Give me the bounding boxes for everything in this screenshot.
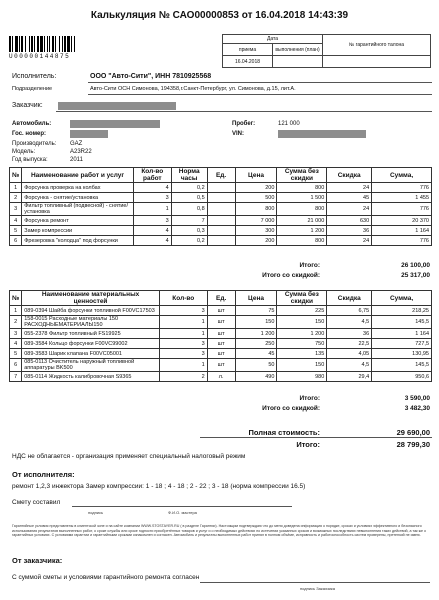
model-label: Модель:: [12, 149, 36, 155]
works-cell: 200: [235, 183, 277, 193]
materials-cell: 130,95: [372, 349, 432, 359]
works-header-cell: Сумма без скидки: [277, 168, 327, 183]
works-cell: 4: [133, 226, 171, 236]
executor-sign-label: подпись: [88, 510, 104, 515]
works-cell: 200: [235, 236, 277, 246]
materials-cell: 150: [235, 316, 277, 329]
full-cost-label: Полная стоимость:: [248, 428, 320, 437]
works-cell: 1 164: [372, 226, 432, 236]
works-cell: 24: [327, 236, 372, 246]
works-cell: 500: [235, 193, 277, 203]
works-header-cell: Кол-во работ: [133, 168, 171, 183]
works-cell: 5: [10, 226, 22, 236]
materials-header-cell: Кол-во: [159, 291, 207, 306]
works-cell: 776: [372, 236, 432, 246]
maker-value: GAZ: [70, 141, 83, 147]
works-cell: Форсунка проверка на колбах: [22, 183, 134, 193]
division-label: Подразделение: [12, 86, 53, 92]
barcode-number: U00000144875: [9, 53, 71, 60]
materials-cell: 36: [327, 329, 372, 339]
works-cell: 21 000: [277, 216, 327, 226]
customer-agreement: С суммой сметы и условиями гарантийного ремонта согласен: [12, 574, 200, 581]
completion-label: выполнения (план): [273, 44, 323, 56]
barcode-bar: [75, 36, 77, 52]
materials-cell: 3: [159, 339, 207, 349]
works-cell: 0,2: [171, 236, 207, 246]
materials-cell: 4,05: [327, 349, 372, 359]
estimate-label: Смету составил: [12, 499, 61, 506]
materials-cell: 22,5: [327, 339, 372, 349]
materials-cell: 750: [277, 339, 327, 349]
works-cell: 24: [327, 183, 372, 193]
materials-cell: шт: [207, 339, 235, 349]
works-cell: 1: [10, 183, 22, 193]
model-value: A23R22: [70, 149, 92, 155]
works-cell: Форсунка - снятие/установка: [22, 193, 134, 203]
works-cell: 800: [277, 203, 327, 216]
materials-cell: 4,5: [327, 359, 372, 372]
works-cell: Фильтр топливный (подвесной) - снятие/установка: [22, 203, 134, 216]
maker-label: Производитель:: [12, 141, 57, 147]
materials-header-cell: Сумма,: [372, 291, 432, 306]
works-header-cell: Норма часы: [171, 168, 207, 183]
mileage-value: 121 000: [278, 121, 300, 127]
materials-row: [10, 306, 432, 316]
works-total-label: Итого:: [299, 262, 320, 269]
materials-cell: 1 200: [277, 329, 327, 339]
vat-note: НДС не облагается - организация применяет специальный налоговый режим: [12, 453, 246, 460]
materials-cell: л.: [207, 372, 235, 382]
materials-cell: 2: [10, 316, 22, 329]
works-cell: 0,3: [171, 226, 207, 236]
materials-cell: 150: [277, 316, 327, 329]
works-cell: 3: [10, 203, 22, 216]
works-header-cell: Скидка: [327, 168, 372, 183]
works-cell: 776: [372, 203, 432, 216]
materials-cell: 089-3584 Кольцо форсунки F00VC99002: [22, 339, 160, 349]
plate-redacted: [70, 130, 108, 138]
works-cell: 776: [372, 183, 432, 193]
summary-total-label: Итого:: [296, 440, 320, 449]
works-discount-total-value: 25 317,00: [401, 272, 430, 279]
works-cell: 800: [235, 203, 277, 216]
works-row: [10, 203, 432, 216]
works-row: [10, 183, 432, 193]
materials-cell: 089-0394 Шайба форсунки топливной F00VC17503: [22, 306, 160, 316]
materials-cell: 980: [277, 372, 327, 382]
works-cell: 0,5: [171, 193, 207, 203]
materials-cell: 1 164: [372, 329, 432, 339]
works-cell: 4: [10, 216, 22, 226]
materials-cell: 2: [159, 372, 207, 382]
works-cell: 1 500: [277, 193, 327, 203]
customer-label: Заказчик:: [12, 102, 43, 109]
materials-cell: шт: [207, 329, 235, 339]
materials-cell: 1: [159, 329, 207, 339]
materials-header-cell: Цена: [235, 291, 277, 306]
materials-header-cell: Скидка: [327, 291, 372, 306]
materials-cell: 6,75: [327, 306, 372, 316]
full-cost-value: 29 690,00: [396, 428, 430, 437]
works-header-cell: Сумма,: [372, 168, 432, 183]
works-cell: 300: [235, 226, 277, 236]
works-cell: Замер компрессии: [22, 226, 134, 236]
works-cell: [207, 183, 235, 193]
vin-redacted: [278, 130, 366, 138]
works-cell: 630: [327, 216, 372, 226]
mileage-label: Пробег:: [232, 121, 256, 127]
works-cell: Фрезеровка "колодца" под форсунки: [22, 236, 134, 246]
works-cell: [207, 236, 235, 246]
executor-note: ремонт 1,2,3 инжектора Замер компрессии: 1 - 18 ; 4 - 18 ; 2 - 22 ; 3 - 18 (норма компрессии 16.5): [12, 483, 306, 490]
materials-header-cell: Наименование материальных ценностей: [22, 291, 160, 306]
works-header-cell: Наименование работ и услуг: [22, 168, 134, 183]
works-cell: 0,2: [171, 183, 207, 193]
executor-label: Исполнитель:: [12, 73, 57, 80]
works-header-cell: №: [10, 168, 22, 183]
works-cell: [207, 203, 235, 216]
barcode: [9, 36, 104, 60]
materials-cell: 150: [277, 359, 327, 372]
works-cell: 800: [277, 236, 327, 246]
materials-cell: 3: [159, 306, 207, 316]
materials-row: [10, 359, 432, 372]
works-cell: [207, 216, 235, 226]
materials-cell: 50: [235, 359, 277, 372]
works-cell: 7: [171, 216, 207, 226]
materials-cell: шт: [207, 306, 235, 316]
reception-date: 16.04.2018: [223, 56, 273, 68]
materials-cell: 490: [235, 372, 277, 382]
works-cell: 6: [10, 236, 22, 246]
works-cell: 1: [133, 203, 171, 216]
year-value: 2011: [70, 157, 83, 163]
executor-section-label: От исполнителя:: [12, 470, 75, 479]
materials-cell: 218,25: [372, 306, 432, 316]
materials-cell: 089-3583 Шарик клапана F00VC05001: [22, 349, 160, 359]
works-table: [9, 167, 432, 246]
works-header-cell: Ед.: [207, 168, 235, 183]
materials-row: [10, 339, 432, 349]
works-cell: 3: [133, 216, 171, 226]
materials-cell: 4: [10, 339, 22, 349]
materials-cell: 1: [159, 316, 207, 329]
executor-value: ООО "Авто-Сити", ИНН 7810925568: [90, 73, 212, 80]
materials-cell: 45: [235, 349, 277, 359]
works-cell: 3: [133, 193, 171, 203]
vin-label: VIN:: [232, 131, 244, 137]
works-row: [10, 216, 432, 226]
materials-cell: 3: [10, 329, 22, 339]
materials-cell: 29,4: [327, 372, 372, 382]
materials-cell: 145,5: [372, 359, 432, 372]
reception-label: приема: [223, 44, 273, 56]
works-total-value: 26 100,00: [401, 262, 430, 269]
year-label: Год выпуска:: [12, 157, 48, 163]
works-cell: 2: [10, 193, 22, 203]
materials-cell: 085-0114 Жидкость калибровочная S9365: [22, 372, 160, 382]
works-row: [10, 236, 432, 246]
works-cell: [207, 193, 235, 203]
materials-cell: шт: [207, 316, 235, 329]
materials-table: [9, 290, 432, 382]
master-name-label: Ф.И.О. мастера: [168, 510, 197, 515]
works-cell: 36: [327, 226, 372, 236]
barcode-bars: [9, 36, 104, 52]
works-cell: [207, 226, 235, 236]
customer-section-label: От заказчика:: [12, 556, 63, 565]
materials-cell: 75: [235, 306, 277, 316]
materials-cell: 7: [10, 372, 22, 382]
works-row: [10, 193, 432, 203]
materials-row: [10, 316, 432, 329]
works-discount-total-label: Итого со скидкой:: [262, 272, 320, 279]
materials-cell: 158-0015 Расходные материалы 150 РАСХОДНЫЕМАТЕРИАЛЫ150: [22, 316, 160, 329]
warranty-fine-print: Гарантийные условия представлены в клиентской зоне и на сайте компании WWW.STOSTAYER.RU ( в разделе Гарантии). Настоящим подтверждаю что до меня доведена информация о порядке, сроках и условиях эффективного и безопасного использования результатов выполненных работ, о сроке службы или сроке годности приобретённых товаров и услуг и о необходимых действиях по истечении указанных сроков и возможных последствиях невыполнения таких действий, а так же о гарантийных условиях. С условиями гарантии и гарантийными сроками ознакомлен и согласен. Автомобиль и результаты выполненных работ принял в полном объёме, исправность и работоспособность систем проверены, претензий не имею.: [12, 524, 427, 538]
materials-discount-total-label: Итого со скидкой:: [262, 405, 320, 412]
materials-cell: 6: [10, 359, 22, 372]
customer-redacted: [58, 102, 176, 110]
materials-cell: 055-2378 Фильтр топливный FS19925: [22, 329, 160, 339]
materials-total-label: Итого:: [299, 395, 320, 402]
materials-cell: 1 200: [235, 329, 277, 339]
materials-cell: 225: [277, 306, 327, 316]
works-cell: 4: [133, 236, 171, 246]
completion-date: [273, 56, 323, 68]
materials-cell: 950,6: [372, 372, 432, 382]
warranty-label: № гарантийного талона: [323, 35, 431, 56]
materials-row: [10, 349, 432, 359]
materials-cell: 5: [10, 349, 22, 359]
date-label: Дата: [223, 35, 323, 44]
materials-cell: 1: [10, 306, 22, 316]
materials-row: [10, 329, 432, 339]
customer-sign-label: подпись Заказчика: [300, 586, 335, 591]
works-cell: 0,8: [171, 203, 207, 216]
works-cell: 7 000: [235, 216, 277, 226]
materials-header-row: [10, 291, 432, 306]
materials-cell: 4,5: [327, 316, 372, 329]
materials-cell: шт: [207, 349, 235, 359]
works-header-row: [10, 168, 432, 183]
car-redacted: [70, 120, 160, 128]
summary-total-value: 28 799,30: [396, 440, 430, 449]
materials-total-value: 3 590,00: [404, 395, 430, 402]
materials-cell: 727,5: [372, 339, 432, 349]
works-cell: 1 200: [277, 226, 327, 236]
materials-cell: 135: [277, 349, 327, 359]
works-cell: 4: [133, 183, 171, 193]
division-value: Авто-Сити ОСН Симонова, 194358,г.Санкт-Петербург, ул. Симонова, д.15, лит.А.: [90, 86, 296, 92]
materials-header-cell: Сумма без скидки: [277, 291, 327, 306]
works-cell: 45: [327, 193, 372, 203]
works-cell: 800: [277, 183, 327, 193]
works-cell: Форсунка ремонт: [22, 216, 134, 226]
works-cell: 24: [327, 203, 372, 216]
materials-discount-total-value: 3 482,30: [404, 405, 430, 412]
document-title: Калькуляция № САО00000853 от 16.04.2018 14:43:39: [90, 10, 349, 21]
car-label: Автомобиль:: [12, 121, 52, 127]
materials-cell: шт: [207, 359, 235, 372]
works-cell: 20 370: [372, 216, 432, 226]
materials-cell: 250: [235, 339, 277, 349]
materials-header-cell: Ед.: [207, 291, 235, 306]
materials-cell: 1: [159, 359, 207, 372]
plate-label: Гос. номер:: [12, 131, 47, 137]
materials-cell: 3: [159, 349, 207, 359]
works-cell: 1 455: [372, 193, 432, 203]
materials-header-cell: №: [10, 291, 22, 306]
warranty-number: [323, 56, 431, 68]
materials-cell: 085-0113 Очиститель наружный топливной аппаратуры BK500: [22, 359, 160, 372]
materials-row: [10, 372, 432, 382]
works-header-cell: Цена: [235, 168, 277, 183]
materials-cell: 145,5: [372, 316, 432, 329]
works-row: [10, 226, 432, 236]
date-box: [222, 34, 431, 68]
